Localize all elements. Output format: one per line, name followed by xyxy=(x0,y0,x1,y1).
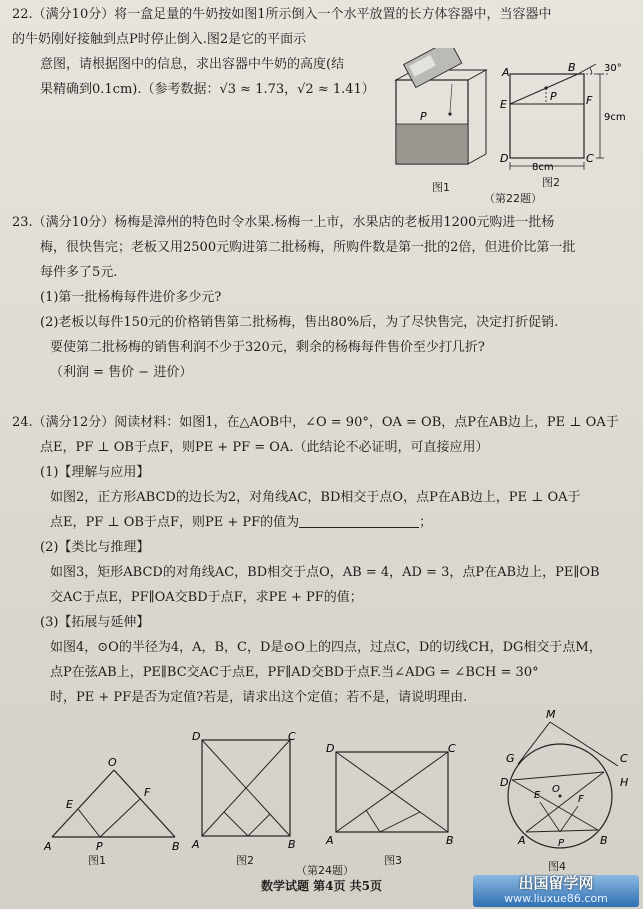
q22-fig2-label-f: F xyxy=(586,94,593,107)
q24-figure-2 xyxy=(188,728,298,852)
q24-fig3-caption: 图3 xyxy=(384,854,402,867)
q24-fig4-label-m: M xyxy=(546,708,556,721)
question-23 xyxy=(12,210,632,385)
page-footer: 数学试题 第4页 共5页 xyxy=(260,879,383,893)
q24-figure-1 xyxy=(40,752,190,852)
q22-fig2-label-a: A xyxy=(502,66,510,79)
q24-fig4-label-b: B xyxy=(600,834,608,847)
q22-figure-1 xyxy=(392,48,492,178)
q24-part-2-line-1: 如图3，矩形ABCD的对角线AC，BD相交于点O，AB = 4，AD = 3，点P在AB边上，PE∥OB xyxy=(50,565,600,580)
q24-part-1-line-2 xyxy=(12,510,634,535)
q24-fig2-label-c: C xyxy=(288,730,296,743)
watermark-title: 出国留学网 xyxy=(518,874,594,892)
q22-fig2-caption: 图2 xyxy=(542,176,560,189)
q24-fig4-caption: 图4 xyxy=(548,860,566,873)
answer-blank[interactable] xyxy=(299,513,419,528)
q24-fig4-label-f: F xyxy=(578,794,584,805)
q24-fig1-label-f: F xyxy=(144,786,151,799)
q22-fig2-label-d: D xyxy=(500,152,509,165)
q24-fig1-label-o: O xyxy=(108,756,117,769)
q24-fig2-label-d: D xyxy=(192,730,201,743)
q24-part-3-heading: (3)【拓展与延伸】 xyxy=(40,615,150,630)
site-watermark xyxy=(473,875,639,907)
q24-fig4-label-p: P xyxy=(558,838,565,849)
q22-fig2-label-p: P xyxy=(550,90,557,103)
q24-fig4-label-h: H xyxy=(620,776,629,789)
question-24 xyxy=(12,410,634,710)
q23-line-1: 23.（满分10分）杨梅是漳州的特色时令水果.杨梅一上市，水果店的老板用1200元购进一批杨 xyxy=(12,215,555,230)
q24-fig1-label-e: E xyxy=(66,798,73,811)
q23-sub-1: (1)第一批杨梅每件进价多少元? xyxy=(40,290,222,305)
q22-fig2-label-e: E xyxy=(500,98,507,111)
q23-note: （利润 = 售价 − 进价） xyxy=(50,365,193,380)
q24-figure-caption: （第24题） xyxy=(296,864,354,877)
q22-fig2-label-b: B xyxy=(568,61,576,74)
question-22 xyxy=(12,2,552,102)
watermark-url: www.liuxue86.com xyxy=(504,892,608,905)
q24-fig4-label-a: A xyxy=(518,834,526,847)
q23-line-3: 每件多了5元. xyxy=(40,265,118,280)
q22-fig1-label-p: P xyxy=(420,110,427,123)
q24-fig3-label-a: A xyxy=(326,834,334,847)
q23-sub-2-line-1: (2)老板以每件150元的价格销售第二批杨梅，售出80%后，为了尽快售完，决定打折促销. xyxy=(40,315,559,330)
q24-part-2-heading: (2)【类比与推理】 xyxy=(40,540,150,555)
q24-intro-line-1: 24.（满分12分）阅读材料：如图1，在△AOB中，∠O = 90°，OA = OB，点P在AB边上，PE ⊥ OA于 xyxy=(12,415,619,430)
q24-fig4-label-d: D xyxy=(500,776,509,789)
q22-fig2-label-height: 9cm xyxy=(604,112,626,123)
q24-figure-4 xyxy=(478,706,638,862)
q22-line-4: 果精确到0.1cm).（参考数据：√3 ≈ 1.73，√2 ≈ 1.41） xyxy=(40,82,375,97)
q24-intro-line-2: 点E，PF ⊥ OB于点F，则PE + PF = OA.（此结论不必证明，可直接应用） xyxy=(40,440,489,455)
q24-fig4-label-c: C xyxy=(620,752,628,765)
q22-line-3: 意图，请根据图中的信息，求出容器中牛奶的高度(结 xyxy=(40,57,345,72)
q22-line-1: 22.（满分10分）将一盒足量的牛奶按如图1所示倒入一个水平放置的长方体容器中，当容器中 xyxy=(12,7,552,22)
q22-fig2-label-width: 8cm xyxy=(532,162,554,173)
q24-fig1-caption: 图1 xyxy=(88,854,106,867)
q22-fig2-label-c: C xyxy=(586,152,594,165)
q23-line-2: 梅，很快售完；老板又用2500元购进第二批杨梅，所购件数是第一批的2倍，但进价比第一批 xyxy=(40,240,576,255)
q24-fig1-label-b: B xyxy=(172,840,180,852)
q24-part-1-end: ； xyxy=(419,515,433,530)
q24-fig3-label-b: B xyxy=(446,834,454,847)
q24-fig4-label-g: G xyxy=(506,752,515,765)
q24-part-1-question: 点E，PF ⊥ OB于点F，则PE + PF的值为 xyxy=(50,515,300,530)
q24-part-1-heading: (1)【理解与应用】 xyxy=(40,465,150,480)
q24-part-3-line-2: 点P在弦AB上，PE∥BC交AC于点E，PF∥AD交BD于点F.当∠ADG = ∠BCH = 30° xyxy=(50,665,539,680)
q24-fig2-label-b: B xyxy=(288,838,296,851)
q22-line-2: 的牛奶刚好接触到点P时停止倒入.图2是它的平面示 xyxy=(12,32,307,47)
q23-sub-2-line-2: 要使第二批杨梅的销售利润不少于320元，剩余的杨梅每件售价至少打几折? xyxy=(50,340,485,355)
q24-fig3-label-d: D xyxy=(326,742,335,755)
q24-part-1-line-1: 如图2，正方形ABCD的边长为2，对角线AC，BD相交于点O，点P在AB边上，PE ⊥ OA于 xyxy=(50,490,581,505)
q24-fig2-caption: 图2 xyxy=(236,854,254,867)
q22-fig2-label-angle: 30° xyxy=(604,63,622,74)
q24-fig4-label-e: E xyxy=(534,790,541,801)
q22-figure-caption: （第22题） xyxy=(484,192,542,205)
q24-fig1-label-a: A xyxy=(44,840,52,852)
q24-part-3-line-3: 时，PE + PF是否为定值?若是，请求出这个定值；若不是，请说明理由. xyxy=(50,690,468,705)
q24-fig3-label-c: C xyxy=(448,742,456,755)
q24-figure-3 xyxy=(322,740,462,850)
q24-fig4-label-o: O xyxy=(552,784,560,795)
q24-fig2-label-a: A xyxy=(192,838,200,851)
q22-fig1-caption: 图1 xyxy=(432,181,450,194)
q24-part-2-line-2: 交AC于点E，PF∥OA交BD于点F，求PE + PF的值； xyxy=(50,590,363,605)
q24-fig1-label-p: P xyxy=(96,840,103,852)
q22-figure-2 xyxy=(492,60,640,176)
q24-part-3-line-1: 如图4，⊙O的半径为4，A，B，C，D是⊙O上的四点，过点C，D的切线CH，DG相交于点M， xyxy=(50,640,602,655)
